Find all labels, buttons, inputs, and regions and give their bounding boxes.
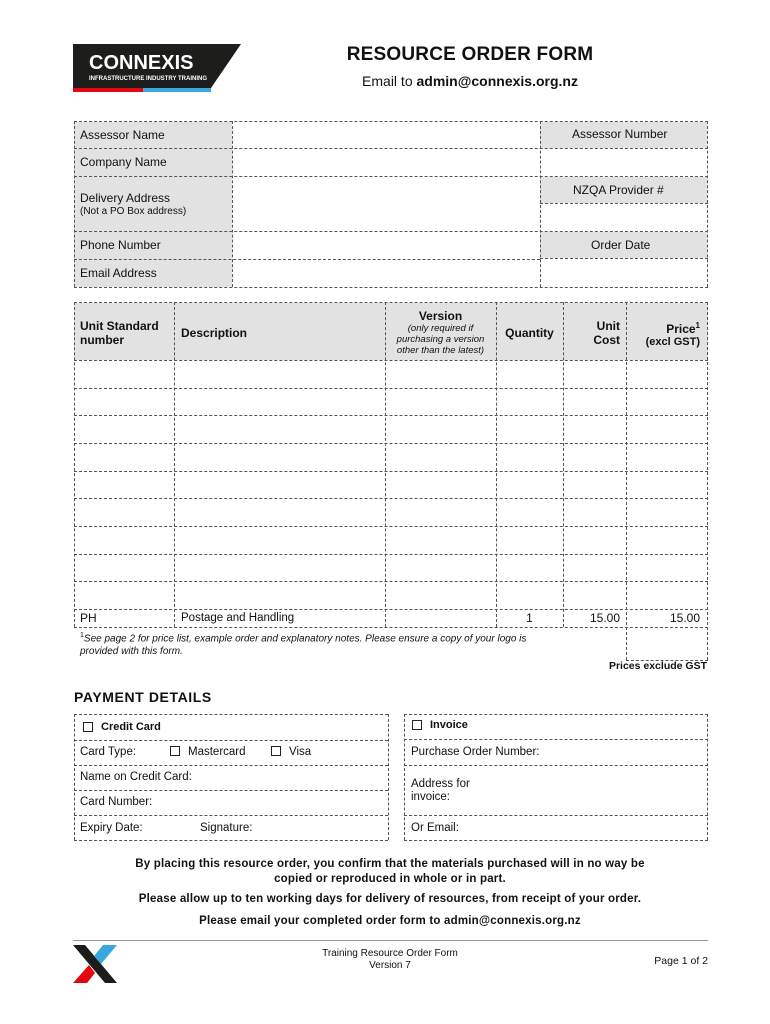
nzqa-provider-field[interactable] [541, 204, 707, 231]
nzqa-provider-label: NZQA Provider # [573, 183, 664, 197]
mastercard-checkbox[interactable] [170, 746, 180, 756]
table-row[interactable] [75, 499, 707, 526]
purchase-order-label: Purchase Order Number: [411, 746, 540, 758]
address-invoice-field[interactable] [480, 766, 707, 815]
col-unit-standard [80, 319, 159, 347]
invoice-label: Invoice [430, 719, 468, 731]
order-date-field[interactable] [541, 259, 707, 287]
footer-form-name: Training Resource Order Form [322, 948, 458, 959]
table-row[interactable] [75, 472, 707, 498]
email-link[interactable]: admin@connexis.org.nz [416, 73, 578, 89]
connexis-x-logo [73, 945, 117, 983]
invoice-checkbox[interactable] [412, 720, 422, 730]
mastercard-label: Mastercard [188, 746, 246, 758]
postage-code: PH [80, 611, 97, 625]
delivery-address-note: (Not a PO Box address) [80, 206, 187, 217]
col-version: Version [418, 309, 463, 323]
page-number: Page 1 of 2 [654, 955, 708, 967]
statement-line1: By placing this resource order, you confirm that the materials purchased will in no way be [135, 858, 645, 870]
table-row[interactable] [75, 527, 707, 554]
assessor-number-field[interactable] [541, 149, 707, 176]
col-unit-standard-line1: Unit Standard [80, 319, 159, 333]
col-version-note [385, 323, 496, 356]
table-row[interactable] [75, 389, 707, 415]
address-invoice-line1: Address for [411, 778, 470, 790]
logo-wordmark: CONNEXIS [89, 52, 194, 74]
table-row[interactable] [75, 361, 707, 388]
logo-subtitle: INFRASTRUCTURE INDUSTRY TRAINING [89, 76, 207, 82]
form-title: RESOURCE ORDER FORM [346, 44, 594, 65]
postage-quantity: 1 [526, 611, 533, 625]
assessor-number-label: Assessor Number [572, 127, 668, 141]
version-note-line1: (only required if [407, 323, 474, 334]
version-note-line3: other than the latest) [396, 345, 485, 356]
version-note-line2: purchasing a version [396, 334, 485, 345]
postage-description: Postage and Handling [181, 612, 295, 624]
delivery-address-label: Delivery Address [80, 191, 171, 205]
card-number-field[interactable] [160, 791, 387, 815]
col-price-note: (excl GST) [645, 336, 700, 348]
postage-price: 15.00 [669, 611, 700, 625]
assessor-name-field[interactable] [233, 122, 539, 148]
table-row[interactable] [75, 555, 707, 581]
table-row[interactable] [75, 444, 707, 471]
table-row[interactable] [75, 582, 707, 609]
footnote-sup: 1 [80, 632, 84, 639]
phone-number-field[interactable] [233, 232, 539, 259]
visa-checkbox[interactable] [271, 746, 281, 756]
assessor-name-label: Assessor Name [80, 128, 165, 142]
visa-label: Visa [289, 746, 312, 758]
delivery-statement: Please allow up to ten working days for delivery of resources, from receipt of your order. [138, 893, 642, 905]
expiry-date-label: Expiry Date: [80, 822, 143, 834]
col-unit-cost-line1: Unit [596, 319, 620, 333]
col-quantity: Quantity [505, 326, 554, 340]
company-name-label: Company Name [80, 155, 167, 169]
postage-unit-cost: 15.00 [589, 611, 620, 625]
card-number-label: Card Number: [80, 796, 153, 808]
col-price-label: Price [666, 322, 696, 336]
name-on-card-field[interactable] [200, 766, 387, 790]
or-email-label: Or Email: [411, 822, 459, 834]
footnote-line1: See page 2 for price list, example order and explanatory notes. Please ensure a copy of your logo is [83, 633, 527, 645]
col-price-sup: 1 [695, 321, 700, 330]
footer-divider [73, 940, 708, 941]
signature-field[interactable] [255, 816, 387, 840]
signature-label: Signature: [200, 822, 253, 834]
invoice-email-field[interactable] [470, 816, 707, 840]
col-unit-cost [563, 319, 620, 347]
col-price [626, 319, 700, 336]
payment-details-heading: PAYMENT DETAILS [74, 689, 212, 705]
email-address-label: Email Address [80, 266, 157, 280]
connexis-logo [73, 44, 241, 92]
footer-form-info [290, 948, 490, 972]
credit-card-checkbox[interactable] [83, 722, 93, 732]
delivery-address-field[interactable] [233, 177, 539, 231]
col-description: Description [181, 326, 248, 340]
address-invoice-label [411, 778, 470, 804]
purchase-order-field[interactable] [545, 740, 707, 765]
total-field[interactable] [627, 628, 707, 660]
email-instruction [270, 73, 670, 89]
card-type-label: Card Type: [80, 746, 137, 758]
footer-version: Version 7 [369, 960, 411, 971]
email-statement: Please email your completed order form to admin@connexis.org.nz [199, 915, 581, 927]
email-address-field[interactable] [233, 260, 539, 287]
confirmation-statement [73, 857, 707, 887]
order-date-label: Order Date [591, 238, 651, 252]
col-unit-standard-line2: number [80, 333, 125, 347]
company-name-field[interactable] [233, 149, 539, 176]
address-invoice-line2: invoice: [411, 791, 450, 803]
credit-card-label: Credit Card [101, 721, 161, 733]
phone-number-label: Phone Number [80, 238, 161, 252]
price-footnote [80, 629, 620, 658]
prices-exclude-gst: Prices exclude GST [608, 660, 707, 672]
email-prefix: Email to [362, 73, 417, 89]
table-row[interactable] [75, 416, 707, 443]
footnote-line2: provided with this form. [80, 646, 183, 658]
col-unit-cost-line2: Cost [593, 333, 620, 347]
statement-line2: copied or reproduced in whole or in part. [274, 873, 506, 885]
name-on-card-label: Name on Credit Card: [80, 771, 192, 783]
